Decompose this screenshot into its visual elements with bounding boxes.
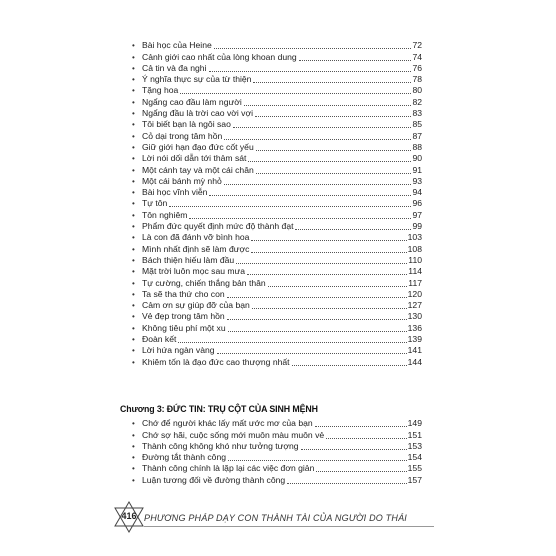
bullet-icon: •	[132, 75, 135, 85]
toc-entry	[132, 429, 422, 440]
toc-entry	[132, 63, 422, 74]
bullet-icon: •	[132, 188, 135, 198]
dot-leader	[214, 47, 412, 49]
toc-entry	[132, 119, 422, 130]
dot-leader	[287, 482, 406, 484]
dot-leader	[251, 251, 406, 253]
toc-entry-page: 96	[412, 198, 422, 209]
toc-entry	[132, 85, 422, 96]
toc-entry	[132, 176, 422, 187]
toc-entry-page: 91	[412, 164, 422, 175]
toc-entry-title: Bách thiện hiếu làm đầu	[142, 254, 235, 265]
bullet-icon: •	[132, 109, 135, 119]
bullet-icon: •	[132, 165, 135, 175]
bullet-icon: •	[132, 475, 135, 485]
dot-leader	[295, 228, 411, 230]
bullet-icon: •	[132, 430, 135, 440]
bullet-icon: •	[132, 154, 135, 164]
toc-entry-page: 83	[412, 108, 422, 119]
dot-leader	[227, 318, 407, 320]
bullet-icon: •	[132, 97, 135, 107]
toc-entry-page: 155	[407, 463, 422, 474]
toc-entry-title: Ngẩng cao đầu làm người	[142, 96, 242, 107]
toc-entry-page: 103	[407, 232, 422, 243]
toc-entry	[132, 221, 422, 232]
toc-entry-page: 136	[407, 322, 422, 333]
toc-entry-title: Thành công chính là lặp lại các việc đơn giản	[142, 463, 315, 474]
toc-entry	[132, 96, 422, 107]
toc-entry-page: 130	[407, 311, 422, 322]
bullet-icon: •	[132, 301, 135, 311]
toc-entry	[132, 418, 422, 429]
dot-leader	[251, 239, 406, 241]
toc-entry-title: Giữ giới hạn đạo đức cốt yếu	[142, 141, 254, 152]
bullet-icon: •	[132, 267, 135, 277]
dot-leader	[326, 437, 406, 439]
bullet-icon: •	[132, 278, 135, 288]
toc-entry-page: 88	[412, 141, 422, 152]
toc-entry-title: Lời nói dối dẫn tới thảm sát	[142, 153, 247, 164]
toc-entry-title: Ý nghĩa thực sự của từ thiện	[142, 74, 252, 85]
bullet-icon: •	[132, 453, 135, 463]
toc-entry-title: Luận tương đối về đường thành công	[142, 474, 286, 485]
toc-entry-title: Là con đã đánh vỡ bình hoa	[142, 232, 250, 243]
dot-leader	[189, 217, 411, 219]
bullet-icon: •	[132, 86, 135, 96]
dot-leader	[209, 70, 412, 72]
dot-leader	[268, 285, 408, 287]
toc-entry-title: Cỏ dại trong tâm hồn	[142, 130, 223, 141]
dot-leader	[244, 104, 412, 106]
toc-entry	[132, 187, 422, 198]
toc-entry	[132, 74, 422, 85]
dot-leader	[316, 470, 406, 472]
toc-entry-page: 127	[407, 300, 422, 311]
dot-leader	[217, 352, 407, 354]
toc-entry	[132, 130, 422, 141]
toc-entry-title: Tự tôn	[142, 198, 168, 209]
toc-entry-page: 154	[407, 452, 422, 463]
toc-entry-page: 141	[407, 345, 422, 356]
toc-entry-page: 87	[412, 130, 422, 141]
toc-entry-title: Tôi biết bạn là ngôi sao	[142, 119, 231, 130]
toc-entry-page: 108	[407, 243, 422, 254]
bullet-icon: •	[132, 63, 135, 73]
toc-entry-page: 72	[412, 40, 422, 51]
dot-leader	[248, 160, 411, 162]
toc-entry	[132, 153, 422, 164]
bullet-icon: •	[132, 41, 135, 51]
table-of-contents-part-2	[132, 418, 422, 486]
bullet-icon: •	[132, 323, 135, 333]
toc-entry	[132, 356, 422, 367]
toc-entry-title: Khiêm tốn là đạo đức cao thượng nhất	[142, 356, 290, 367]
dot-leader	[292, 364, 407, 366]
dot-leader	[209, 194, 411, 196]
dot-leader	[178, 341, 406, 343]
toc-entry-page: 74	[412, 51, 422, 62]
toc-entry	[132, 322, 422, 333]
toc-entry	[132, 311, 422, 322]
toc-entry	[132, 255, 422, 266]
toc-entry-page: 90	[412, 153, 422, 164]
dot-leader	[256, 172, 412, 174]
dot-leader	[315, 425, 407, 427]
bullet-icon: •	[132, 419, 135, 429]
toc-entry-title: Ngẩng đầu là trời cao vời vợi	[142, 108, 254, 119]
bullet-icon: •	[132, 176, 135, 186]
toc-entry-title: Đường tắt thành công	[142, 452, 227, 463]
running-title: PHƯƠNG PHÁP DẠY CON THÀNH TÀI CỦA NGƯỜI DO THÁI	[144, 513, 407, 523]
bullet-icon: •	[132, 142, 135, 152]
toc-entry-title: Cảnh giới cao nhất của lòng khoan dung	[142, 51, 297, 62]
bullet-icon: •	[132, 233, 135, 243]
toc-entry-title: Mặt trời luôn mọc sau mưa	[142, 266, 246, 277]
bullet-icon: •	[132, 312, 135, 322]
toc-entry	[132, 289, 422, 300]
dot-leader	[236, 262, 407, 264]
toc-entry-page: 76	[412, 62, 422, 73]
bullet-icon: •	[132, 289, 135, 299]
dot-leader	[299, 59, 412, 61]
bullet-icon: •	[132, 357, 135, 367]
toc-entry-page: 144	[407, 356, 422, 367]
bullet-icon: •	[132, 52, 135, 62]
toc-entry-title: Chớ để người khác lấy mất ước mơ của bạn	[142, 418, 313, 429]
toc-entry	[132, 441, 422, 452]
toc-entry-page: 85	[412, 119, 422, 130]
dot-leader	[180, 92, 411, 94]
toc-entry-page: 153	[407, 440, 422, 451]
bullet-icon: •	[132, 244, 135, 254]
toc-entry	[132, 452, 422, 463]
toc-entry	[132, 334, 422, 345]
toc-entry	[132, 108, 422, 119]
toc-entry-title: Chớ sợ hãi, cuộc sống mới muôn màu muôn vẻ	[142, 429, 325, 440]
dot-leader	[301, 448, 407, 450]
toc-entry	[132, 266, 422, 277]
toc-entry	[132, 40, 422, 51]
toc-entry	[132, 232, 422, 243]
toc-entry-page: 110	[408, 254, 422, 265]
toc-entry-title: Đoàn kết	[142, 334, 177, 345]
toc-entry	[132, 198, 422, 209]
footer-rule	[144, 526, 434, 527]
chapter-3-heading: Chương 3: ĐỨC TIN: TRỤ CỘT CỦA SINH MỆNH	[120, 404, 318, 414]
toc-entry-title: Phẩm đức quyết định mức độ thành đạt	[142, 221, 294, 232]
toc-entry-title: Không tiêu phí một xu	[142, 322, 226, 333]
toc-entry	[132, 164, 422, 175]
bullet-icon: •	[132, 210, 135, 220]
bullet-icon: •	[132, 222, 135, 232]
dot-leader	[247, 273, 407, 275]
toc-entry-title: Ta sẽ tha thứ cho con	[142, 288, 225, 299]
toc-entry	[132, 243, 422, 254]
toc-entry	[132, 474, 422, 485]
toc-entry-title: Tự cường, chiến thắng bản thân	[142, 277, 266, 288]
dot-leader	[227, 296, 407, 298]
toc-entry-page: 93	[412, 175, 422, 186]
toc-entry-page: 82	[412, 96, 422, 107]
toc-entry-page: 151	[407, 429, 422, 440]
toc-entry-title: Một cái bánh mỳ nhỏ	[142, 175, 222, 186]
toc-entry-title: Mình nhất định sẽ làm được	[142, 243, 250, 254]
bullet-icon: •	[132, 131, 135, 141]
toc-entry-title: Vẻ đẹp trong tâm hồn	[142, 311, 225, 322]
toc-entry	[132, 300, 422, 311]
bullet-icon: •	[132, 120, 135, 130]
bullet-icon: •	[132, 199, 135, 209]
dot-leader	[228, 330, 407, 332]
toc-entry-title: Bài học vĩnh viễn	[142, 187, 208, 198]
toc-entry	[132, 142, 422, 153]
toc-entry-page: 120	[407, 288, 422, 299]
bullet-icon: •	[132, 464, 135, 474]
toc-entry-title: Cả tin và đa nghi	[142, 62, 207, 73]
toc-entry-title: Tặng hoa	[142, 85, 179, 96]
toc-entry-page: 139	[407, 334, 422, 345]
toc-entry-page: 80	[412, 85, 422, 96]
toc-entry	[132, 463, 422, 474]
dot-leader	[228, 459, 407, 461]
dot-leader	[224, 138, 411, 140]
toc-entry-page: 114	[408, 266, 422, 277]
toc-entry	[132, 209, 422, 220]
toc-entry	[132, 51, 422, 62]
toc-entry-page: 117	[408, 277, 422, 288]
toc-entry-title: Bài học của Heine	[142, 40, 212, 51]
toc-entry-page: 78	[412, 74, 422, 85]
bullet-icon: •	[132, 346, 135, 356]
toc-entry-title: Một cánh tay và một cái chân	[142, 164, 254, 175]
page-number: 416	[121, 511, 137, 521]
dot-leader	[256, 149, 412, 151]
dot-leader	[224, 183, 412, 185]
dot-leader	[255, 115, 411, 117]
dot-leader	[252, 307, 407, 309]
dot-leader	[253, 81, 411, 83]
toc-entry-title: Tôn nghiêm	[142, 209, 188, 220]
toc-entry-page: 97	[412, 209, 422, 220]
toc-entry-page: 99	[412, 221, 422, 232]
dot-leader	[233, 126, 412, 128]
table-of-contents-part-1	[132, 40, 422, 368]
bullet-icon: •	[132, 441, 135, 451]
toc-entry	[132, 277, 422, 288]
toc-entry-page: 157	[407, 474, 422, 485]
toc-entry	[132, 345, 422, 356]
bullet-icon: •	[132, 255, 135, 265]
toc-entry-title: Lời hứa ngàn vàng	[142, 345, 215, 356]
dot-leader	[169, 205, 411, 207]
toc-entry-page: 149	[407, 418, 422, 429]
toc-entry-title: Cảm ơn sự giúp đỡ của bạn	[142, 300, 250, 311]
toc-entry-page: 94	[412, 187, 422, 198]
page-footer	[112, 500, 432, 534]
toc-entry-title: Thành công không khó như tưởng tượng	[142, 440, 299, 451]
bullet-icon: •	[132, 335, 135, 345]
